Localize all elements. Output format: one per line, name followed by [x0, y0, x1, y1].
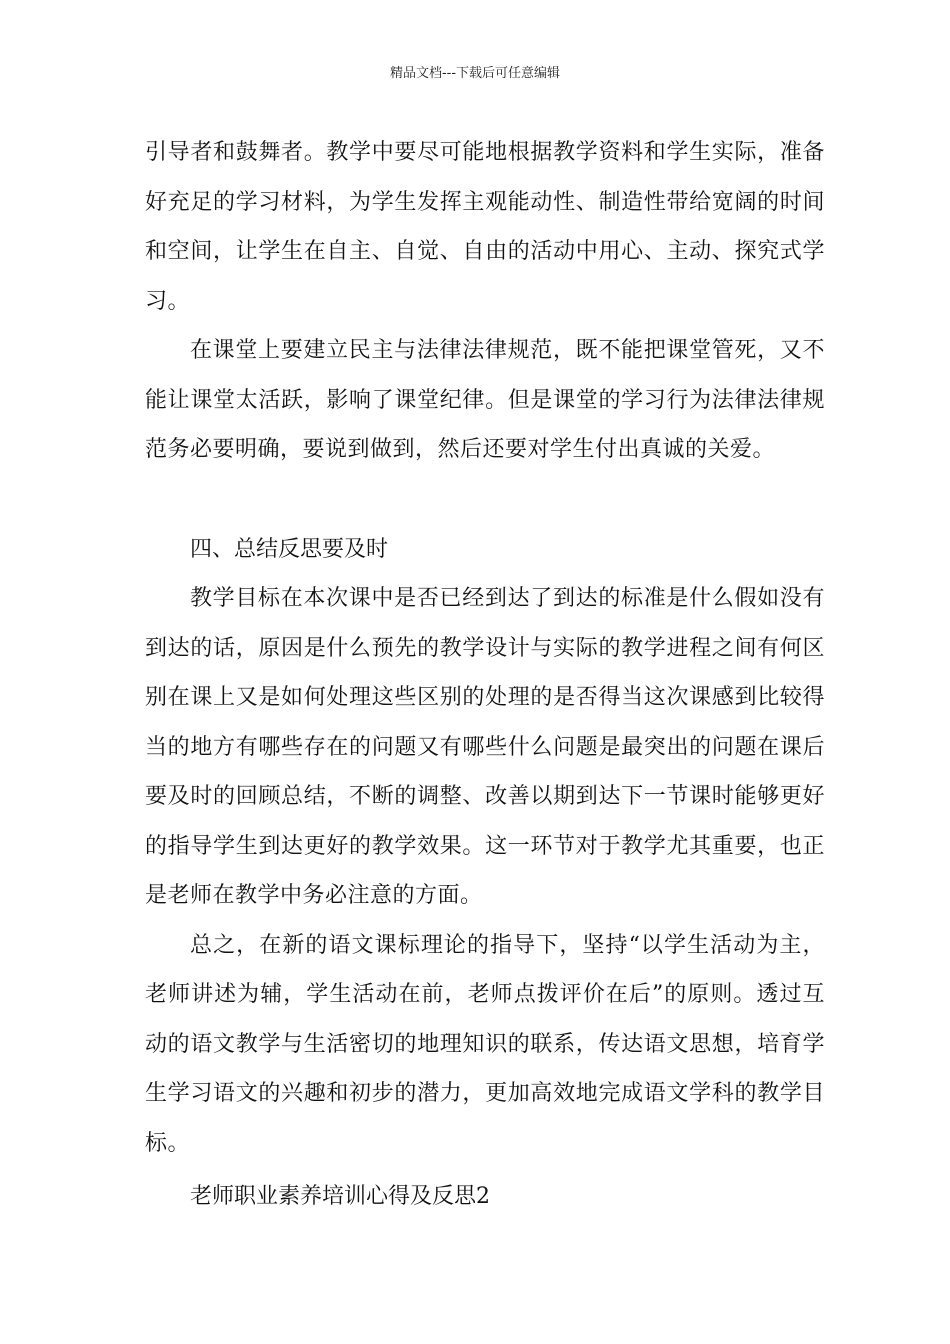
paragraph-4: 总之，在新的语文课标理论的指导下，坚持“以学生活动为主，老师讲述为辅，学生活动在前，老师点拨评价在后”的原则。透过互动的语文教学与生活密切的地理知识的联系，传达语文思想，培育学生学习语文的兴趣和初步的潜力，更加高效地完成语文学科的教学目标。 [145, 932, 825, 1156]
section-heading: 四、总结反思要及时 [190, 536, 389, 562]
paragraph-2: 在课堂上要建立民主与法律法律规范，既不能把课堂管死，又不能让课堂太活跃，影响了课堂纪律。但是课堂的学习行为法律法律规范务必要明确，要说到做到，然后还要对学生付出真诚的关爱。 [145, 338, 825, 462]
paragraph-3: 教学目标在本次课中是否已经到达了到达的标准是什么假如没有到达的话，原因是什么预先的教学设计与实际的教学进程之间有何区别在课上又是如何处理这些区别的处理的是否得当这次课感到比较得当的地方有哪些存在的问题又有哪些什么问题是最突出的问题在课后要及时的回顾总结，不断的调整、改善以期到达下一节课时能够更好的指导学生到达更好的教学效果。这一环节对于教学尤其重要，也正是老师在教学中务必注意的方面。 [145, 586, 825, 908]
section-gap [145, 475, 825, 525]
page-header: 精品文档---下载后可任意编辑 [389, 66, 561, 81]
document-body [145, 128, 825, 1222]
document-subtitle: 老师职业素养培训心得及反思2 [190, 1184, 490, 1209]
paragraph-1: 引导者和鼓舞者。教学中要尽可能地根据教学资料和学生实际，准备好充足的学习材料，为学生发挥主观能动性、制造性带给宽阔的时间和空间，让学生在自主、自觉、自由的活动中用心、主动、探究式学习。 [145, 140, 825, 314]
